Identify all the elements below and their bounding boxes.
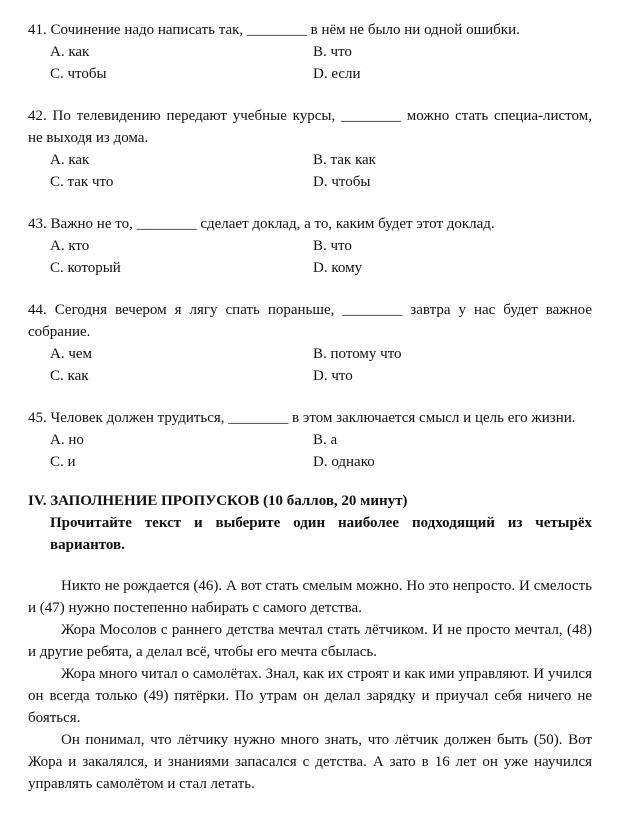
answer-options: [28, 343, 592, 387]
option-d: D. что: [313, 368, 353, 384]
option-b: В. так как: [313, 152, 376, 168]
text-paragraph: Жора Мосолов с раннего детства мечтал стать лётчиком. И не просто мечтал, (48) и другие ребята, а делал всё, чтобы его мечта сбылась.: [28, 622, 592, 660]
option-b: В. что: [313, 44, 352, 60]
option-a: А. кто: [50, 238, 90, 254]
question-45: [28, 407, 592, 473]
option-d: D. кому: [313, 260, 363, 276]
question-text: 42. По телевидению передают учебные курсы, ________ можно стать специа-листом, не выходя из дома.: [28, 108, 592, 146]
option-c: С. чтобы: [50, 66, 107, 82]
option-c: С. который: [50, 260, 121, 276]
text-paragraph: Никто не рождается (46). А вот стать смелым можно. Но это непросто. И смелость и (47) нужно постепенно набирать с самого детства.: [28, 578, 592, 616]
option-c: С. как: [50, 368, 89, 384]
option-a: А. как: [50, 152, 90, 168]
option-a: А. как: [50, 44, 90, 60]
option-c: С. так что: [50, 174, 114, 190]
text-paragraph: Жора много читал о самолётах. Знал, как их строят и как ими управляют. И учился он всегда только (49) пятёрки. По утрам он делал зарядку и приучал себя ничего не бояться.: [28, 666, 592, 726]
option-b: В. а: [313, 432, 338, 448]
answer-options: [28, 429, 592, 473]
question-44: [28, 299, 592, 387]
section-instruction: Прочитайте текст и выберите один наиболее подходящий из четырёх вариантов.: [50, 515, 592, 553]
option-a: А. чем: [50, 346, 93, 362]
answer-options: [28, 149, 592, 193]
question-43: [28, 213, 592, 279]
question-text: 41. Сочинение надо написать так, ________ в нём не было ни одной ошибки.: [28, 22, 520, 38]
option-a: А. но: [50, 432, 84, 448]
option-d: D. чтобы: [313, 174, 371, 190]
option-b: В. потому что: [313, 346, 402, 362]
question-text: 44. Сегодня вечером я лягу спать пораньше, ________ завтра у нас будет важное собрание.: [28, 302, 592, 340]
option-b: В. что: [313, 238, 352, 254]
question-text: 45. Человек должен трудиться, ________ в этом заключается смысл и цель его жизни.: [28, 410, 576, 426]
option-c: С. и: [50, 454, 76, 470]
question-text: 43. Важно не то, ________ сделает доклад, а то, каким будет этот доклад.: [28, 216, 495, 232]
section-fill-gaps: [28, 490, 592, 795]
option-d: D. однако: [313, 454, 375, 470]
question-42: [28, 105, 592, 193]
answer-options: [28, 235, 592, 279]
question-41: [28, 19, 592, 85]
section-title: IV. ЗАПОЛНЕНИЕ ПРОПУСКОВ (10 баллов, 20 минут): [28, 493, 408, 509]
option-d: D. если: [313, 66, 361, 82]
text-paragraph: Он понимал, что лётчику нужно много знать, что лётчик должен быть (50). Вот Жора и закалялся, и знаниями запасался с детства. А зато в 16 лет он уже научился управлять самолётом и стал летать.: [28, 732, 592, 792]
answer-options: [28, 41, 592, 85]
